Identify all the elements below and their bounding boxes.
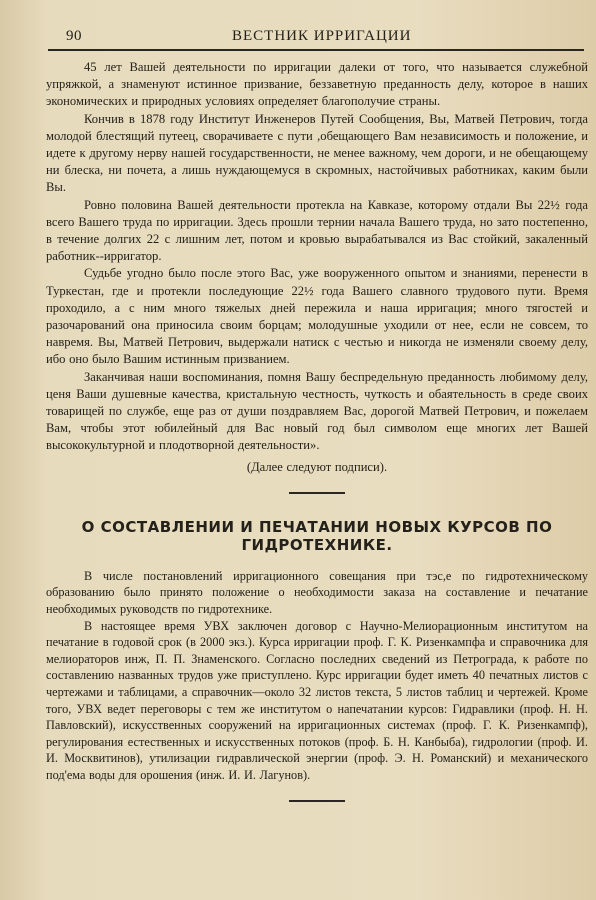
letter-paragraph: 45 лет Вашей деятельности по ирригации далеки от того, что называется служебной упряжкой, а знаменуют истинное призвание, беззаветную преданность делу, которое в наших экономических и природных условиях определяет благополучие страны.: [46, 60, 588, 109]
article-title: О СОСТАВЛЕНИИ И ПЕЧАТАНИИ НОВЫХ КУРСОВ ПО ГИДРОТЕХНИКЕ.: [81, 517, 553, 554]
header-rule: [48, 49, 584, 51]
letter-paragraph: Кончив в 1878 году Институт Инженеров Путей Сообщения, Вы, Матвей Петрович, тогда молодой блестящий путеец, сворачиваете с пути ,обещающего Вам независимость и положение, и идете к другому нерву нашей государственности, не менее важному, чем дороги, и не обещающему ни блеска, ни почета, а лишь нуждающемуся в скромных, настойчивых работниках, каким были Вы.: [46, 111, 588, 195]
article-paragraph: В числе постановлений ирригационного совещания при тэс,е по гидротехническому образованию было принято положение о необходимости заказа на составление и печатание необходимых руководств по гидротехнике.: [46, 568, 588, 617]
letter-paragraph: Ровно половина Вашей деятельности протекла на Кавказе, которому отдали Вы 22½ года всего Вашего труда по ирригации. Здесь прошли тернии начала Вашего труда, но зато постепенно, в течение долгих 22 с лишним лет, потом и кровью вырабатывался из Вас стойкий, закаленный работник--ирригатор.: [46, 197, 588, 264]
article-section: [46, 518, 588, 784]
section-divider: [289, 492, 345, 494]
letter-paragraph: Заканчивая наши воспоминания, помня Вашу беспредельную преданность любимому делу, ценя Ваши душевные качества, кристальную честность, чуткость и обаятельность в среде своих товарищей по службе, еще раз от души поздравляем Вас, дорогой Матвей Петрович, и пожелаем Вам, чтобы этот юбилейный для Вас новый год был символом еще многих лет Вашей высококультурной и плодотворной деятельности».: [46, 369, 588, 453]
journal-title: ВЕСТНИК ИРРИГАЦИИ: [232, 28, 412, 44]
signature-note: (Далее следуют подписи).: [246, 459, 388, 474]
article-paragraph: В настоящее время УВХ заключен договор с Научно-Мелиорационным институтом на печатание в годовой срок (в 2000 экз.). Курса ирригации проф. Г. К. Ризенкампфа и справочника для мелиораторов инж, П. П. Знаменского. Согласно последних сведений из Петрограда, к работе по составлению названных трудов уже приступлено. Курс ирригации будет иметь 40 печатных листов с чертежами и таблицами, а справочник—около 32 листов текста, 5 листов таблиц и чертежей. Кроме того, УВХ ведет переговоры с тем же институтом о напечатании курсов: Гидравлики (проф. Н. Н. Павловский), искусственных сооружений на ирригационных системах (проф. Г. К. Ризенкампф), регулирования естественных и искусственных потоков (проф. Б. Н. Канбыба), гидрологии (проф. И. И. Москвитинов), утилизации гидравлической энергии (проф. Э. Н. Романский) и механического под'ема воды для орошения (инж. И. И. Лагунов).: [46, 618, 588, 782]
page-number: 90: [66, 28, 82, 44]
letter-section: [46, 59, 588, 476]
page-header: [66, 28, 588, 45]
end-divider: [289, 800, 345, 802]
letter-paragraph: Судьбе угодно было после этого Вас, уже вооруженного опытом и знаниями, перенести в Туркестан, где и протекли последующие 22½ года Вашего славного трудового пути. Время проходило, а с ним много тяжелых дней пережила и наша ирригация; много тягостей и разочарований она приносила своим борцам; молодушные уходили от нее, если не совсем, то навремя. Вы, Матвей Петрович, выдержали натиск с честью и никогда не изменяли своему делу, ибо оно было Вашим истинным призванием.: [46, 266, 588, 367]
